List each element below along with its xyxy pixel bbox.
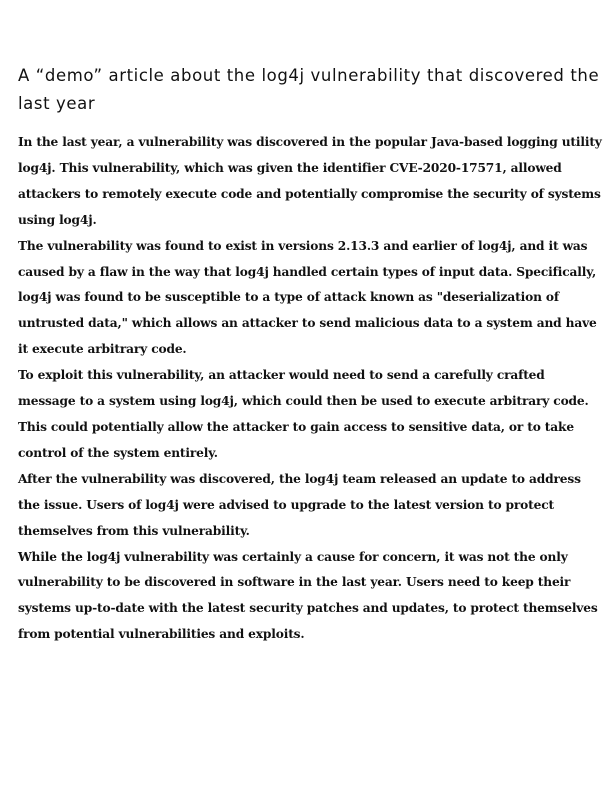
paragraph-conclusion: While the log4j vulnerability was certainly a cause for concern, it was not the only vulnerability to be discovered in software in the last year. Users need to keep their systems up-to-date with the latest security patches and updates, to protect themselves from potential vulnerabilities and exploits. <box>18 549 598 642</box>
paragraph-intro: In the last year, a vulnerability was discovered in the popular Java-based logging utility log4j. This vulnerability, which was given the identifier CVE-2020-17571, allowed attackers to remotely execute code and potentially compromise the security of systems using log4j. <box>18 135 602 227</box>
paragraph-affected-versions: The vulnerability was found to exist in versions 2.13.3 and earlier of log4j, and it was caused by a flaw in the way that log4j handled certain types of input data. Specifically, log4j was found to be susceptible to a type of attack known as "deserialization of untrusted data," which allows an attacker to send malicious data to a system and have it execute arbitrary code. <box>18 238 597 357</box>
paragraph-remediation: After the vulnerability was discovered, the log4j team released an update to address the issue. Users of log4j were advised to upgrade to the latest version to protect themselves from this vulnerability. <box>18 471 581 538</box>
paragraph-exploitation: To exploit this vulnerability, an attacker would need to send a carefully crafted message to a system using log4j, which could then be used to execute arbitrary code. This could potentially allow the attacker to gain access to sensitive data, or to take control of the system entirely. <box>18 368 589 460</box>
article-title: A “demo” article about the log4j vulnerability that discovered the last year <box>18 66 600 113</box>
article <box>18 62 602 648</box>
